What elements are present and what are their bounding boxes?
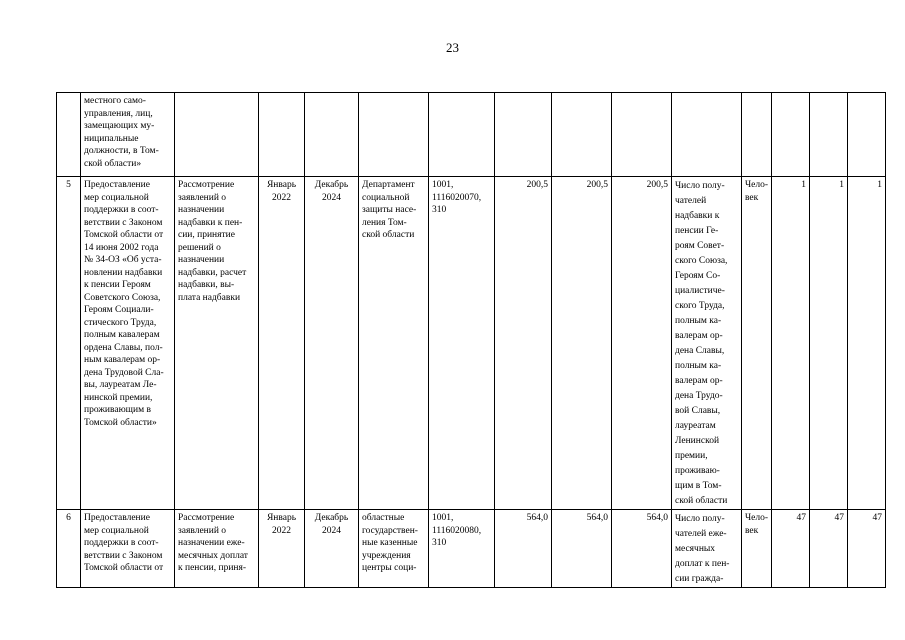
executor	[359, 93, 429, 177]
funding-year-2: 564,0	[552, 510, 612, 588]
unit	[742, 93, 772, 177]
event-content	[175, 93, 259, 177]
indicator-year-3	[848, 93, 886, 177]
indicator-year-1: 1	[772, 177, 810, 510]
funding-year-3	[612, 93, 672, 177]
program-table	[56, 92, 886, 588]
indicator-name: Число полу- чателей надбавки к пенсии Ге- роям Совет- ского Союза, Героям Со- циалистиче- ского Труда, полным ка- валерам ор- дена Славы, полным ка- валерам ор- дена Трудо- вой Славы, лауреатам Ленинской премии, проживаю- щим в Том- ской области	[672, 177, 742, 510]
indicator-year-3: 47	[848, 510, 886, 588]
end-date: Декабрь 2024	[305, 177, 359, 510]
indicator-year-2: 1	[810, 177, 848, 510]
budget-code	[429, 93, 495, 177]
page-number: 23	[446, 40, 459, 55]
event-name: Предоставление мер социальной поддержки в соот- ветствии с Законом Томской области от 14 июня 2002 года № 34-ОЗ «Об уста- новлении надбавки к пенсии Героям Советского Союза, Героям Социали- стического Труда, полным кавалерам ордена Славы, пол- ным кавалерам ор- дена Трудовой Сла- вы, лауреатам Ле- нинской премии, проживающим в Томской области»	[81, 177, 175, 510]
indicator-year-2	[810, 93, 848, 177]
executor: Департамент социальной защиты насе- ления Том- ской области	[359, 177, 429, 510]
start-date	[259, 93, 305, 177]
event-content: Рассмотрение заявлений о назначении надбавки к пен- сии, принятие решений о назначении надбавки, расчет надбавки, вы- плата надбавки	[175, 177, 259, 510]
funding-year-2	[552, 93, 612, 177]
indicator-year-2: 47	[810, 510, 848, 588]
row-number: 5	[57, 177, 81, 510]
funding-year-3: 200,5	[612, 177, 672, 510]
budget-code: 1001, 1116020070, 310	[429, 177, 495, 510]
funding-year-2: 200,5	[552, 177, 612, 510]
event-name: Предоставление мер социальной поддержки в соот- ветствии с Законом Томской области от	[81, 510, 175, 588]
funding-year-1: 564,0	[495, 510, 552, 588]
table-row	[57, 177, 886, 510]
indicator-year-1	[772, 93, 810, 177]
indicator-name	[672, 93, 742, 177]
funding-year-1: 200,5	[495, 177, 552, 510]
indicator-year-3: 1	[848, 177, 886, 510]
budget-code: 1001, 1116020080, 310	[429, 510, 495, 588]
end-date: Декабрь 2024	[305, 510, 359, 588]
end-date	[305, 93, 359, 177]
unit: Чело- век	[742, 510, 772, 588]
funding-year-1	[495, 93, 552, 177]
event-content: Рассмотрение заявлений о назначении еже- месячных доплат к пенсии, приня-	[175, 510, 259, 588]
executor: областные государствен- ные казенные учреждения центры соци-	[359, 510, 429, 588]
start-date: Январь 2022	[259, 177, 305, 510]
event-name: местного само- управления, лиц, замещающих му- ниципальные должности, в Том- ской области»	[81, 93, 175, 177]
row-number: 6	[57, 510, 81, 588]
funding-year-3: 564,0	[612, 510, 672, 588]
indicator-year-1: 47	[772, 510, 810, 588]
start-date: Январь 2022	[259, 510, 305, 588]
indicator-name: Число полу- чателей еже- месячных доплат к пен- сии гражда-	[672, 510, 742, 588]
table-row	[57, 93, 886, 177]
unit: Чело- век	[742, 177, 772, 510]
row-number	[57, 93, 81, 177]
table-row	[57, 510, 886, 588]
